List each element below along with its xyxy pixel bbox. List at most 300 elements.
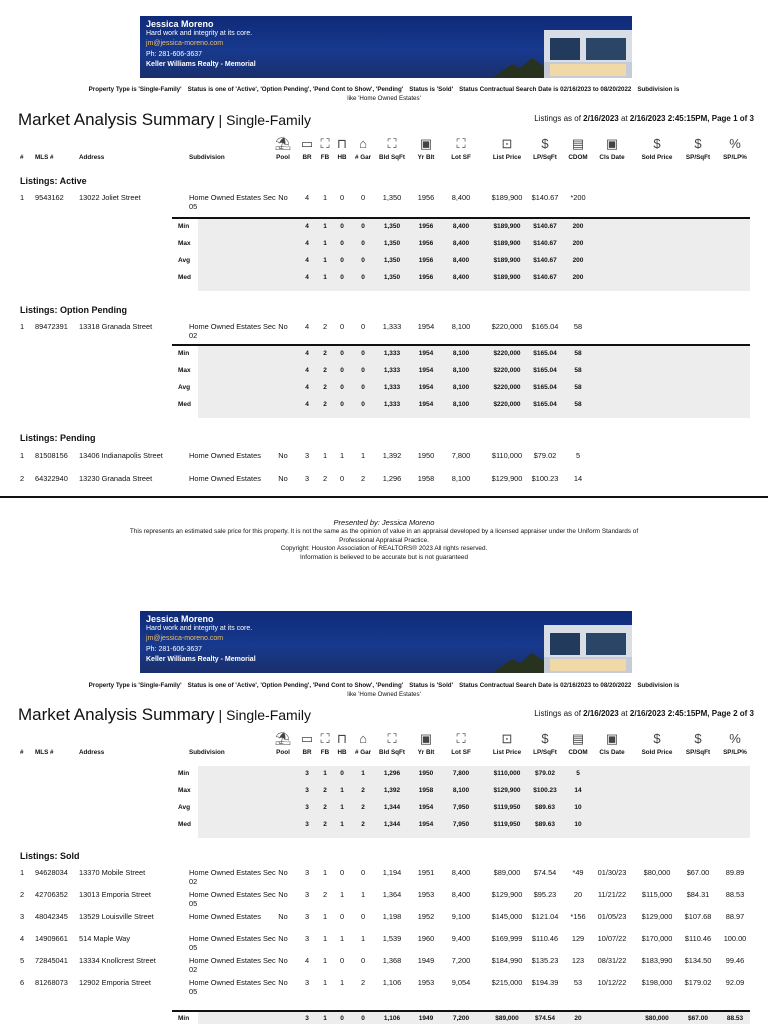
table-row[interactable] — [0, 890, 768, 912]
summary-value: $140.67 — [533, 240, 557, 247]
column-header: # — [20, 154, 24, 161]
summary-value: $79.02 — [535, 770, 555, 777]
bath-icon: ⛶ — [320, 136, 330, 151]
cell-pool: No — [278, 193, 288, 202]
summary-value: 1,344 — [383, 821, 401, 828]
summary-row — [0, 240, 768, 257]
cell-cdom: 123 — [571, 956, 585, 965]
summary-value: 0 — [361, 367, 365, 374]
cell-pool: No — [278, 912, 288, 921]
title-sub: Single-Family — [226, 112, 311, 128]
summary-value: $140.67 — [533, 257, 557, 264]
table-row[interactable] — [0, 956, 768, 978]
summary-value: 4 — [305, 223, 309, 230]
summary-value: 8,400 — [452, 257, 470, 264]
summary-value: 0 — [361, 384, 365, 391]
cell-pct: 88.97 — [725, 912, 745, 921]
summary-row — [0, 770, 768, 787]
house-photo — [492, 617, 632, 673]
cell-cdom: 14 — [573, 474, 583, 483]
cell-hb: 0 — [339, 956, 345, 965]
lp-sqft-icon: $ — [541, 731, 549, 746]
cell-gar: 2 — [360, 474, 366, 483]
criteria-item: Subdivision is — [637, 86, 680, 93]
cell-fb: 1 — [322, 934, 328, 943]
summary-value: 1949 — [418, 1015, 434, 1022]
cell-lot: 8,400 — [451, 868, 471, 877]
summary-row — [0, 821, 768, 838]
summary-value: $74.54 — [535, 1015, 555, 1022]
summary-value: 0 — [340, 770, 344, 777]
summary-value: $110,000 — [493, 770, 521, 777]
summary-value: 7,800 — [452, 770, 470, 777]
cell-hb: 1 — [339, 978, 345, 987]
agent-company: Keller Williams Realty - Memorial — [146, 60, 256, 68]
table-row[interactable] — [0, 868, 768, 890]
cell-fb: 1 — [322, 956, 328, 965]
summary-value: 1,350 — [383, 240, 401, 247]
cell-spsf: $110.46 — [684, 934, 712, 943]
cell-pool: No — [278, 868, 288, 877]
page-footer — [0, 519, 768, 563]
summary-label: Max — [178, 367, 191, 374]
cell-bld: 1,333 — [382, 322, 402, 331]
summary-value: 1956 — [418, 257, 434, 264]
summary-value: 3 — [305, 787, 309, 794]
cell-cls: 01/05/23 — [597, 912, 627, 921]
cell-hb: 0 — [339, 322, 345, 331]
summary-value: 5 — [576, 770, 580, 777]
cell-bld: 1,194 — [382, 868, 402, 877]
cell-bld: 1,350 — [382, 193, 402, 202]
cell-hb: 1 — [339, 890, 345, 899]
summary-value: 8,100 — [452, 384, 470, 391]
summary-value: 88.53 — [726, 1015, 744, 1022]
page-title — [18, 705, 311, 725]
cell-subd: Home Owned Estates Sec 05 — [189, 934, 276, 952]
summary-value: 1 — [340, 787, 344, 794]
pool-icon: ⛱ — [274, 136, 292, 151]
house-photo — [492, 22, 632, 78]
section-heading: Listings: Option Pending — [20, 305, 127, 315]
agent-banner — [140, 16, 632, 78]
criteria-line-1 — [60, 682, 708, 691]
cell-lp: $215,000 — [491, 978, 523, 987]
sold-price-icon: $ — [653, 731, 661, 746]
summary-label: Min — [178, 223, 190, 230]
cell-br: 3 — [304, 934, 310, 943]
summary-value: 1,392 — [383, 787, 401, 794]
sp-sqft-icon: $ — [694, 731, 702, 746]
summary-row — [0, 223, 768, 240]
column-header: BR — [302, 749, 312, 756]
cdom-icon: ▤ — [571, 731, 585, 746]
cell-gar: 0 — [360, 322, 366, 331]
column-header: Subdivision — [189, 749, 225, 756]
agent-banner — [140, 611, 632, 673]
cell-hb: 1 — [339, 451, 345, 460]
summary-value: 3 — [305, 1015, 309, 1022]
cell-num: 2 — [20, 474, 25, 483]
agent-info — [146, 614, 256, 665]
cell-cdom: *156 — [570, 912, 586, 921]
summary-value: 1 — [323, 223, 327, 230]
table-row[interactable] — [0, 912, 768, 934]
cell-gar: 0 — [360, 193, 366, 202]
cell-gar: 1 — [360, 934, 366, 943]
column-header: HB — [337, 749, 347, 756]
table-row[interactable] — [0, 934, 768, 956]
cell-lp: $145,000 — [491, 912, 523, 921]
agent-phone: Ph: 281-606-3637 — [146, 50, 203, 58]
cell-num: 5 — [20, 956, 25, 965]
summary-value: $189,900 — [493, 240, 521, 247]
summary-value: 2 — [323, 350, 327, 357]
table-row[interactable] — [0, 193, 768, 215]
page-number: Page 2 of 3 — [711, 709, 754, 718]
summary-value: 200 — [572, 240, 584, 247]
summary-value: $67.00 — [688, 1015, 708, 1022]
lot-icon: ⛶ — [456, 731, 466, 746]
cell-fb: 2 — [322, 474, 328, 483]
cell-lpsf: $74.54 — [533, 868, 557, 877]
cell-cdom: 58 — [573, 322, 583, 331]
column-header: BR — [302, 154, 312, 161]
title-main: Market Analysis Summary — [18, 110, 215, 129]
table-row[interactable] — [0, 474, 768, 496]
column-header: SP/LP% — [723, 749, 747, 756]
cell-subd: Home Owned Estates — [189, 451, 261, 460]
listing-date — [534, 709, 754, 718]
disclaimer-line-4: Information is believed to be accurate but is not guaranteed — [299, 554, 469, 562]
bed-icon: ▭ — [300, 136, 314, 151]
summary-label: Med — [178, 274, 191, 281]
copyright: Copyright: Houston Association of REALTORS® 2023 All rights reserved. — [280, 545, 488, 553]
summary-value: 1954 — [418, 384, 434, 391]
summary-value: 2 — [361, 804, 365, 811]
agent-phone: Ph: 281-606-3637 — [146, 645, 203, 653]
cell-pct: 88.53 — [725, 890, 745, 899]
summary-label: Avg — [178, 804, 191, 811]
summary-value: 10 — [574, 821, 582, 828]
summary-label: Avg — [178, 257, 191, 264]
summary-value: $89,000 — [495, 1015, 519, 1022]
close-date-icon: ▣ — [605, 731, 619, 746]
summary-value: 8,100 — [452, 787, 470, 794]
summary-value: 1954 — [418, 804, 434, 811]
cell-sold: $115,000 — [641, 890, 673, 899]
title-sep: | — [218, 707, 223, 723]
half-bath-icon: ⊓ — [336, 136, 348, 151]
cell-mls: 94628034 — [35, 868, 68, 877]
cell-lp: $169,999 — [491, 934, 523, 943]
summary-value: 0 — [340, 223, 344, 230]
asof-date: 2/16/2023 — [583, 114, 619, 123]
summary-value: 4 — [305, 384, 309, 391]
cell-mls: 9543162 — [35, 193, 64, 202]
cell-bld: 1,296 — [382, 474, 402, 483]
summary-value: $165.04 — [533, 401, 557, 408]
cell-lp: $110,000 — [491, 451, 523, 460]
column-header: Address — [79, 154, 105, 161]
column-header: LP/SqFt — [533, 749, 557, 756]
summary-value: 8,100 — [452, 350, 470, 357]
summary-value: 1,333 — [383, 367, 401, 374]
column-header: MLS # — [35, 749, 54, 756]
cell-mls: 14909661 — [35, 934, 68, 943]
summary-value: 200 — [572, 274, 584, 281]
criteria-item: Status Contractual Search Date is 02/16/2023 to 08/20/2022 — [459, 86, 632, 93]
cell-num: 3 — [20, 912, 25, 921]
cell-yr: 1951 — [417, 868, 435, 877]
cell-subd: Home Owned Estates Sec 02 — [189, 868, 276, 886]
summary-value: $189,900 — [493, 274, 521, 281]
cell-subd: Home Owned Estates Sec 02 — [189, 956, 276, 974]
summary-value: 4 — [305, 350, 309, 357]
summary-value: 0 — [361, 401, 365, 408]
close-date-icon: ▣ — [605, 136, 619, 151]
section-heading: Listings: Pending — [20, 433, 96, 443]
lp-sqft-icon: $ — [541, 136, 549, 151]
summary-value: 3 — [305, 821, 309, 828]
summary-value: 4 — [305, 240, 309, 247]
summary-value: 58 — [574, 367, 582, 374]
cell-cls: 08/31/22 — [597, 956, 627, 965]
summary-value: 1 — [323, 240, 327, 247]
summary-value: 0 — [361, 274, 365, 281]
cell-cdom: 20 — [573, 890, 583, 899]
cell-pool: No — [278, 451, 288, 460]
summary-value: 1956 — [418, 223, 434, 230]
column-header: List Price — [492, 154, 522, 161]
summary-value: 0 — [340, 401, 344, 408]
calendar-icon: ▣ — [419, 136, 433, 151]
cell-lp: $220,000 — [491, 322, 523, 331]
cell-num: 1 — [20, 322, 25, 331]
page-title — [18, 110, 311, 130]
cell-hb: 0 — [339, 912, 345, 921]
summary-value: 0 — [340, 350, 344, 357]
cell-br: 3 — [304, 890, 310, 899]
calendar-icon: ▣ — [419, 731, 433, 746]
summary-value: 4 — [305, 274, 309, 281]
cell-fb: 1 — [322, 451, 328, 460]
cell-addr: 13230 Granada Street — [79, 474, 153, 483]
cell-yr: 1950 — [417, 451, 435, 460]
column-header: Pool — [276, 749, 290, 756]
summary-value: $220,000 — [493, 367, 521, 374]
summary-label: Max — [178, 240, 191, 247]
cell-lot: 8,400 — [451, 193, 471, 202]
column-header: SP/SqFt — [685, 154, 711, 161]
column-header: # Gar — [354, 749, 372, 756]
summary-value: 0 — [340, 257, 344, 264]
column-header: Yr Blt — [417, 749, 435, 756]
summary-value: 7,950 — [452, 821, 470, 828]
cell-gar: 1 — [360, 890, 366, 899]
cell-bld: 1,368 — [382, 956, 402, 965]
summary-value: $165.04 — [533, 384, 557, 391]
column-header: FB — [320, 749, 330, 756]
cell-lp: $184,990 — [491, 956, 523, 965]
summary-value: 0 — [361, 257, 365, 264]
summary-value: 2 — [361, 821, 365, 828]
summary-value: 0 — [361, 240, 365, 247]
asof-time: 2:45:15PM, — [667, 709, 710, 718]
cell-hb: 0 — [339, 474, 345, 483]
table-row[interactable] — [0, 451, 768, 473]
summary-row — [0, 350, 768, 367]
summary-value: $89.63 — [535, 821, 555, 828]
cell-br: 4 — [304, 193, 310, 202]
summary-row — [0, 804, 768, 821]
list-price-icon: ⊡ — [501, 136, 513, 151]
summary-value: 200 — [572, 257, 584, 264]
agent-email[interactable]: jm@jessica-moreno.com — [146, 635, 224, 643]
column-header: Subdivision — [189, 154, 225, 161]
summary-value: 4 — [305, 367, 309, 374]
cell-sold: $183,990 — [641, 956, 673, 965]
cell-addr: 514 Maple Way — [79, 934, 131, 943]
summary-value: 1,344 — [383, 804, 401, 811]
summary-value: 1 — [361, 770, 365, 777]
presented-by: Presented by: Jessica Moreno — [333, 518, 435, 527]
summary-value: 8,100 — [452, 401, 470, 408]
cell-mls: 72845041 — [35, 956, 68, 965]
title-sep: | — [218, 112, 223, 128]
column-header: LP/SqFt — [533, 154, 557, 161]
summary-row — [0, 401, 768, 418]
summary-label: Med — [178, 401, 191, 408]
cell-lpsf: $100.23 — [531, 474, 559, 483]
agent-email[interactable]: jm@jessica-moreno.com — [146, 40, 224, 48]
summary-value: $119,950 — [493, 821, 521, 828]
agent-tagline: Hard work and integrity at its core. — [146, 30, 253, 37]
summary-value: $140.67 — [533, 223, 557, 230]
summary-value: $189,900 — [493, 257, 521, 264]
cell-lpsf: $79.02 — [533, 451, 557, 460]
cell-pct: 92.09 — [725, 978, 745, 987]
cell-sold: $129,000 — [641, 912, 673, 921]
criteria-item: Status is 'Sold' — [409, 86, 454, 93]
summary-value: $119,950 — [493, 804, 521, 811]
cell-pool: No — [278, 322, 288, 331]
cell-pool: No — [278, 956, 288, 965]
cell-yr: 1949 — [417, 956, 435, 965]
cell-lp: $129,900 — [491, 474, 523, 483]
cell-fb: 1 — [322, 978, 328, 987]
half-bath-icon: ⊓ — [336, 731, 348, 746]
summary-value: 1,333 — [383, 384, 401, 391]
cell-cls: 01/30/23 — [597, 868, 627, 877]
list-price-icon: ⊡ — [501, 731, 513, 746]
sqft-icon: ⛶ — [387, 731, 397, 746]
column-header: # Gar — [354, 154, 372, 161]
cell-bld: 1,392 — [382, 451, 402, 460]
asof-prefix: Listings as of — [534, 709, 581, 718]
cell-yr: 1960 — [417, 934, 435, 943]
section-end-line — [0, 496, 768, 498]
summary-value: 3 — [305, 770, 309, 777]
asof-date2: 2/16/2023 — [629, 114, 666, 123]
cell-lp: $89,000 — [493, 868, 521, 877]
summary-row — [0, 274, 768, 291]
cell-lp: $189,900 — [491, 193, 523, 202]
cell-pool: No — [278, 934, 288, 943]
summary-value: 1,333 — [383, 401, 401, 408]
column-header: Pool — [276, 154, 290, 161]
column-header: Address — [79, 749, 105, 756]
column-header: Bld SqFt — [379, 154, 405, 161]
cell-addr: 13013 Emporia Street — [79, 890, 151, 899]
column-header: CDOM — [568, 154, 588, 161]
cell-hb: 0 — [339, 193, 345, 202]
cell-pct: 100.00 — [723, 934, 747, 943]
title-main: Market Analysis Summary — [18, 705, 215, 724]
cell-spsf: $179.02 — [684, 978, 712, 987]
summary-value: 1954 — [418, 367, 434, 374]
summary-value: 58 — [574, 384, 582, 391]
search-criteria — [0, 86, 768, 103]
bed-icon: ▭ — [300, 731, 314, 746]
summary-row — [0, 257, 768, 274]
cell-mls: 81508156 — [35, 451, 68, 460]
cell-sold: $198,000 — [641, 978, 673, 987]
cell-pool: No — [278, 474, 288, 483]
summary-row — [0, 1015, 768, 1024]
cell-br: 3 — [304, 474, 310, 483]
summary-value: 1950 — [418, 770, 434, 777]
summary-value: 8,400 — [452, 274, 470, 281]
cell-bld: 1,364 — [382, 890, 402, 899]
summary-value: 8,400 — [452, 223, 470, 230]
column-header: Lot SF — [451, 749, 471, 756]
percent-icon: % — [729, 731, 741, 746]
summary-value: 0 — [340, 274, 344, 281]
agent-name: Jessica Moreno — [146, 19, 214, 29]
title-sub: Single-Family — [226, 707, 311, 723]
summary-value: $189,900 — [493, 223, 521, 230]
summary-row — [0, 787, 768, 804]
cell-num: 2 — [20, 890, 25, 899]
summary-value: 0 — [340, 240, 344, 247]
asof-date2: 2/16/2023 — [629, 709, 666, 718]
cell-cdom: *200 — [570, 193, 586, 202]
column-header-row — [0, 732, 768, 758]
summary-value: 1,333 — [383, 350, 401, 357]
table-row[interactable] — [0, 978, 768, 1000]
summary-value: 3 — [305, 804, 309, 811]
summary-label: Min — [178, 1015, 190, 1022]
section-heading: Listings: Active — [20, 176, 87, 186]
summary-value: $89.63 — [535, 804, 555, 811]
table-row[interactable] — [0, 322, 768, 344]
cell-gar: 0 — [360, 868, 366, 877]
column-header: Yr Blt — [417, 154, 435, 161]
cell-br: 4 — [304, 322, 310, 331]
criteria-item: Property Type is 'Single-Family' — [88, 86, 182, 93]
garage-icon: ⌂ — [359, 136, 367, 151]
summary-value: 1956 — [418, 240, 434, 247]
summary-value: 1954 — [418, 350, 434, 357]
cell-cls: 11/21/22 — [597, 890, 627, 899]
criteria-item: Subdivision is — [637, 682, 680, 689]
summary-value: $165.04 — [533, 367, 557, 374]
criteria-item: Status is 'Sold' — [409, 682, 454, 689]
cell-fb: 1 — [322, 193, 328, 202]
column-header: HB — [337, 154, 347, 161]
criteria-item: Status Contractual Search Date is 02/16/2023 to 08/20/2022 — [459, 682, 632, 689]
